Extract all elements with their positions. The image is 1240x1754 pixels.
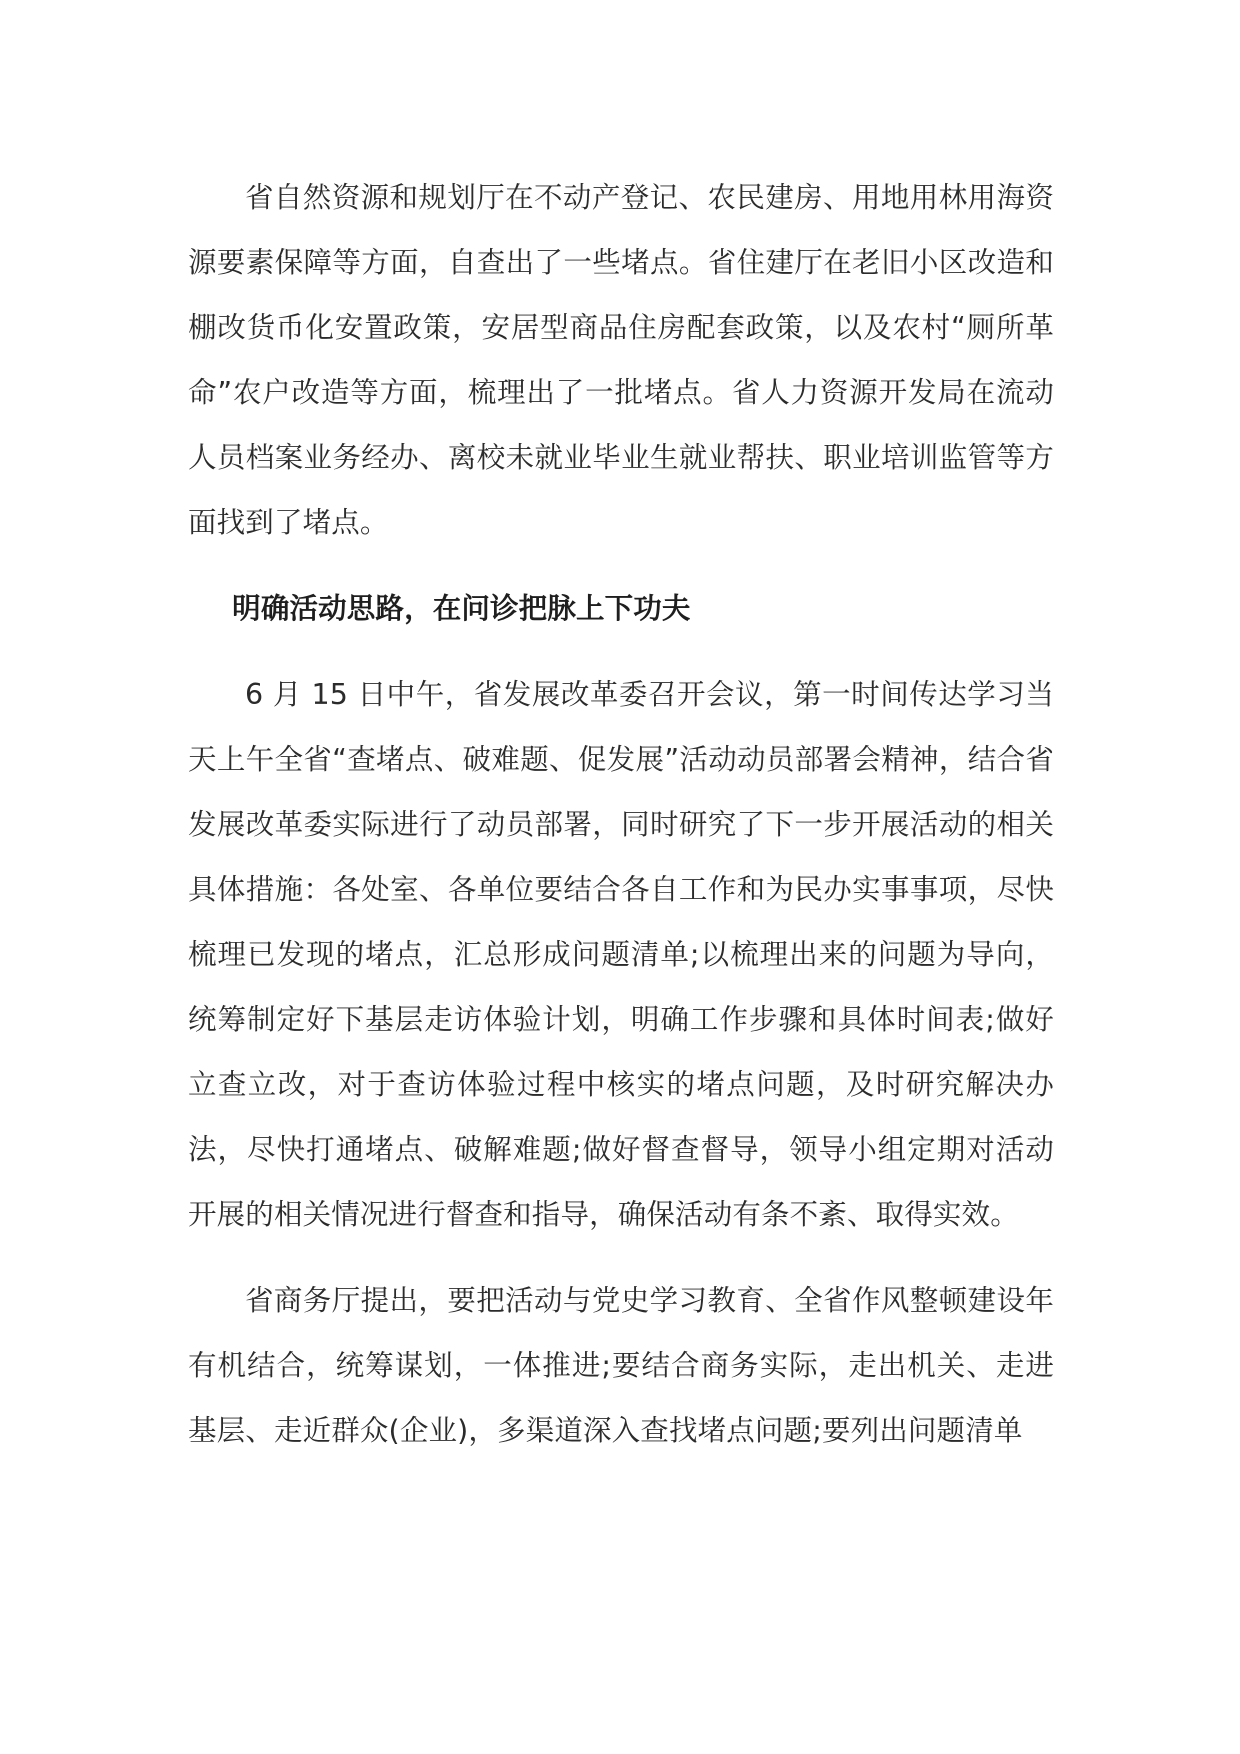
document-page: [188, 165, 1054, 1484]
paragraph-development-reform: 6 月 15 日中午，省发展改革委召开会议，第一时间传达学习当天上午全省“查堵点、破难题、促发展”活动动员部署会精神，结合省发展改革委实际进行了动员部署，同时研究了下一步开展活动的相关具体措施：各处室、各单位要结合各自工作和为民办实事事项，尽快梳理已发现的堵点，汇总形成问题清单;以梳理出来的问题为导向，统筹制定好下基层走访体验计划，明确工作步骤和具体时间表;做好立查立改，对于查访体验过程中核实的堵点问题，及时研究解决办法，尽快打通堵点、破解难题;做好督查督导，领导小组定期对活动开展的相关情况进行督查和指导，确保活动有条不紊、取得实效。: [188, 678, 1054, 1231]
paragraph-commerce-department: 省商务厅提出，要把活动与党史学习教育、全省作风整顿建设年有机结合，统筹谋划，一体推进;要结合商务实际，走出机关、走进基层、走近群众(企业)，多渠道深入查找堵点问题;要列出问题清单: [188, 1284, 1054, 1447]
section-heading: 明确活动思路，在问诊把脉上下功夫: [232, 592, 691, 625]
paragraph-natural-resources: 省自然资源和规划厅在不动产登记、农民建房、用地用林用海资源要素保障等方面，自查出了一些堵点。省住建厅在老旧小区改造和棚改货币化安置政策，安居型商品住房配套政策，以及农村“厕所革命”农户改造等方面，梳理出了一批堵点。省人力资源开发局在流动人员档案业务经办、离校未就业毕业生就业帮扶、职业培训监管等方面找到了堵点。: [188, 181, 1054, 539]
